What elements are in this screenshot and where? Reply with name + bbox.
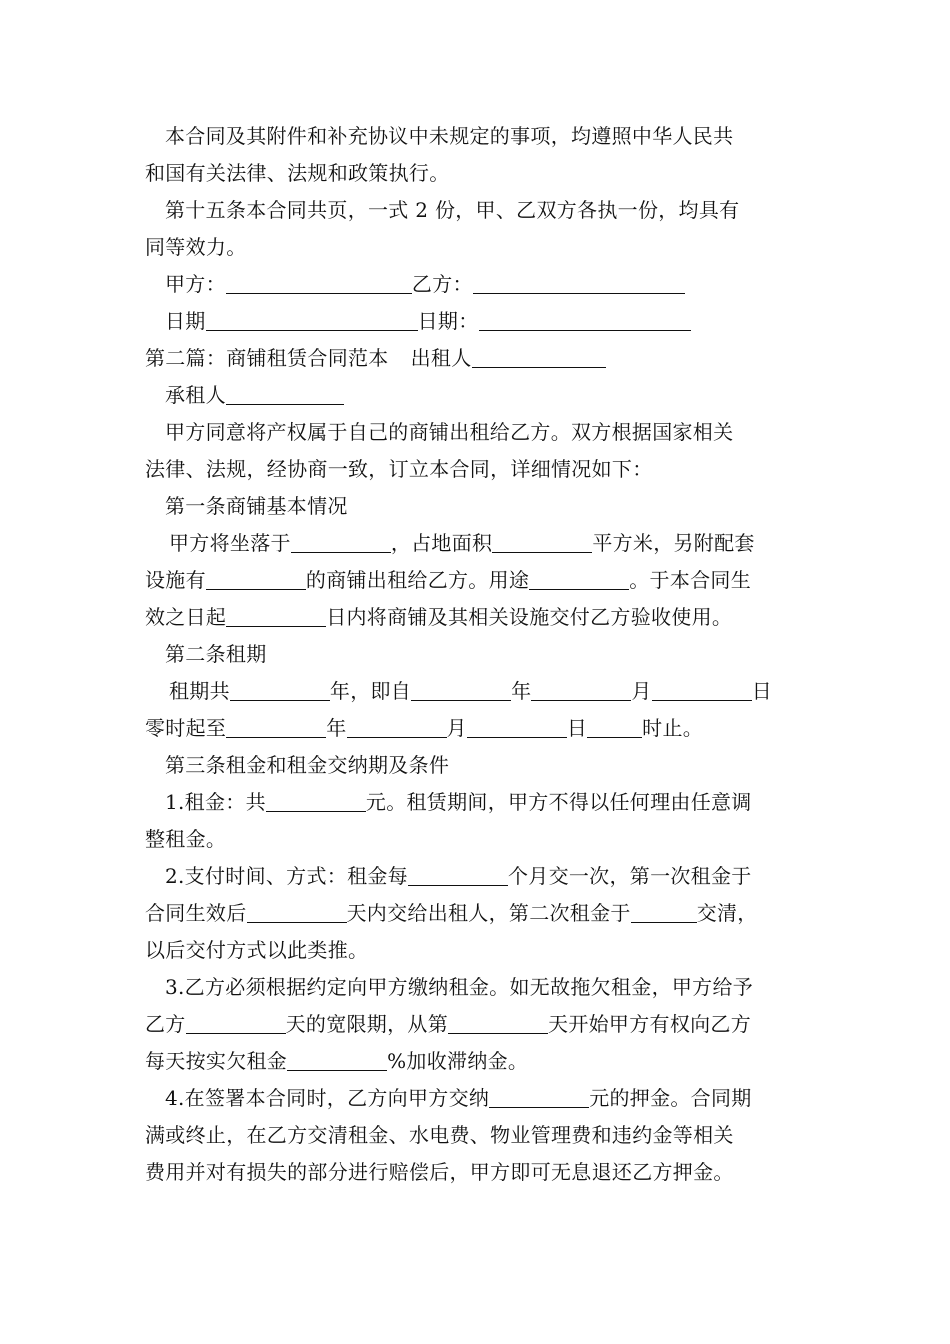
usage-blank: [529, 565, 629, 590]
deposit-blank: [489, 1083, 589, 1108]
paragraph-line: [145, 784, 810, 821]
paragraph-line: [145, 1117, 810, 1154]
date-a-label: 日期: [165, 309, 206, 333]
text: 2.支付时间、方式：租金每: [165, 864, 408, 888]
facilities-blank: [206, 565, 306, 590]
end-hour-blank: [587, 713, 642, 738]
text: 日内将商铺及其相关设施交付乙方验收使用。: [326, 605, 733, 629]
text: %加收滞纳金。: [387, 1049, 529, 1073]
text: 第二条租期: [165, 642, 267, 666]
end-month-blank: [347, 713, 447, 738]
text: 年: [326, 716, 347, 740]
text: 每天按实欠租金: [145, 1049, 288, 1073]
part-heading-line: [145, 340, 810, 377]
end-day-blank: [467, 713, 567, 738]
first-rent-days-blank: [247, 898, 347, 923]
text: 合同生效后: [145, 901, 247, 925]
text: 4.在签署本合同时，乙方向甲方交纳: [165, 1086, 490, 1110]
lessor-label: 出租人: [410, 346, 472, 370]
text: 月: [446, 716, 467, 740]
rent-months-blank: [408, 861, 508, 886]
text: 个月交一次，第一次租金于: [507, 864, 752, 888]
lessee-label: 承租人: [165, 383, 226, 407]
text: 年: [511, 679, 532, 703]
text: 。于本合同生: [629, 568, 752, 592]
paragraph-line: [145, 118, 810, 155]
party-a-blank: [226, 269, 412, 294]
text: 本合同及其附件和补充协议中未规定的事项，均遵照中华人民共: [165, 124, 734, 148]
paragraph-line: [145, 192, 810, 229]
lessee-line: [145, 377, 810, 414]
lessee-blank: [226, 380, 344, 405]
text: 时止。: [642, 716, 704, 740]
party-b-blank: [473, 269, 685, 294]
date-a-blank: [206, 306, 418, 331]
article-title: [145, 488, 810, 525]
rent-total-blank: [266, 787, 366, 812]
penalty-rate-blank: [287, 1046, 387, 1071]
area-blank: [492, 528, 592, 553]
paragraph-line: [145, 858, 810, 895]
paragraph-line: [145, 229, 810, 266]
date-b-label: 日期：: [417, 309, 479, 333]
start-year-blank: [411, 676, 511, 701]
location-blank: [291, 528, 391, 553]
text: 日: [566, 716, 588, 740]
days-blank: [226, 602, 326, 627]
text: 整租金。: [145, 827, 227, 851]
text: 效之日起: [145, 605, 227, 629]
text: 满或终止，在乙方交清租金、水电费、物业管理费和违约金等相关: [145, 1123, 734, 1147]
text: 费用并对有损失的部分进行赔偿后，甲方即可无息退还乙方押金。: [145, 1160, 734, 1184]
paragraph-line: [145, 969, 810, 1006]
text: 租期共: [169, 679, 230, 703]
penalty-start-day-blank: [448, 1009, 548, 1034]
text: 以后交付方式以此类推。: [145, 938, 369, 962]
text: 第十五条本合同共页，一式 2 份，甲、乙双方各执一份，均具有: [165, 198, 740, 222]
text: 天内交给出租人，第二次租金于: [346, 901, 631, 925]
date-line: [145, 303, 810, 340]
text: 零时起至: [145, 716, 227, 740]
date-b-blank: [479, 306, 691, 331]
party-a-label: 甲方：: [165, 272, 226, 296]
text: 天开始甲方有权向乙方: [548, 1012, 752, 1036]
text: 天的宽限期，从第: [285, 1012, 449, 1036]
end-year-blank: [226, 713, 326, 738]
grace-days-blank: [186, 1009, 286, 1034]
text: 设施有: [145, 568, 206, 592]
paragraph-line: [145, 1080, 810, 1117]
text: 甲方同意将产权属于自己的商铺出租给乙方。双方根据国家相关: [165, 420, 734, 444]
paragraph-line: [145, 414, 810, 451]
paragraph-line: [145, 599, 810, 636]
text: ，占地面积: [390, 531, 493, 555]
text: 和国有关法律、法规和政策执行。: [145, 161, 450, 185]
paragraph-line: [145, 1006, 810, 1043]
paragraph-line: [145, 451, 810, 488]
text: 乙方: [145, 1012, 186, 1036]
text: 日: [751, 679, 773, 703]
text: 第一条商铺基本情况: [165, 494, 348, 518]
paragraph-line: [145, 155, 810, 192]
text: 第三条租金和租金交纳期及条件: [165, 753, 450, 777]
article-title: [145, 636, 810, 673]
second-rent-date-blank: [631, 898, 697, 923]
text: 1.租金：共: [165, 790, 266, 814]
text: 元。租赁期间，甲方不得以任何理由任意调: [365, 790, 752, 814]
text: 元的押金。合同期: [589, 1086, 752, 1110]
text: 法律、法规，经协商一致，订立本合同，详细情况如下：: [145, 457, 653, 481]
text: 3.乙方必须根据约定向甲方缴纳租金。如无故拖欠租金，甲方给予: [165, 975, 754, 999]
signature-line: [145, 266, 810, 303]
text: 甲方将坐落于: [169, 531, 291, 555]
paragraph-line: [145, 895, 810, 932]
start-month-blank: [531, 676, 631, 701]
paragraph-line: [145, 525, 810, 562]
text: 同等效力。: [145, 235, 247, 259]
text: 交清，: [696, 901, 758, 925]
lessor-blank: [472, 343, 606, 368]
paragraph-line: [145, 562, 810, 599]
paragraph-line: [145, 932, 810, 969]
paragraph-line: [145, 710, 810, 747]
party-b-label: 乙方：: [411, 272, 473, 296]
text: 的商铺出租给乙方。用途: [305, 568, 530, 592]
article-title: [145, 747, 810, 784]
paragraph-line: [145, 673, 810, 710]
term-years-blank: [230, 676, 330, 701]
paragraph-line: [145, 1154, 810, 1191]
start-day-blank: [652, 676, 752, 701]
text: 月: [631, 679, 652, 703]
text: 年，即自: [329, 679, 412, 703]
paragraph-line: [145, 1043, 810, 1080]
part-heading: 第二篇：商铺租赁合同范本: [145, 346, 389, 370]
document-page: [145, 118, 810, 1191]
text: 平方米，另附配套: [592, 531, 755, 555]
paragraph-line: [145, 821, 810, 858]
